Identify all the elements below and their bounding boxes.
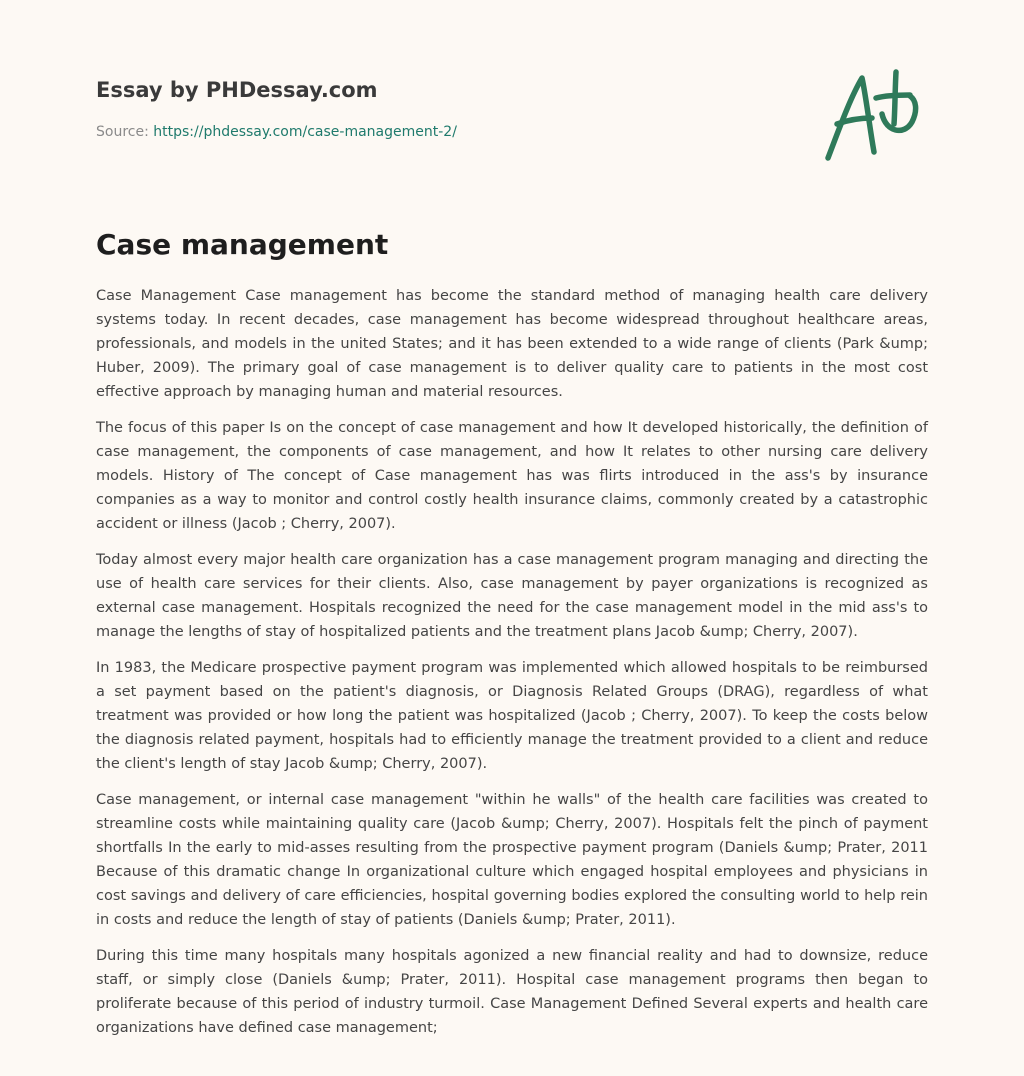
essay-paragraph-4: In 1983, the Medicare prospective payment program was implemented which allowed hospitals to be reimbursed a set payment based on the patient's diagnosis, or Diagnosis Related Groups (DRAG), regardless of what treatment was provided or how long the patient was hospitalized (Jacob ; Cherry, 2007). To keep the costs below the diagnosis related payment, hospitals had to efficiently manage the treatment provided to a client and reduce the client's length of stay Jacob &ump; Cherry, 2007). bbox=[96, 660, 928, 772]
brand-title: Essay by PHDessay.com bbox=[96, 78, 378, 102]
essay-paragraph-6: During this time many hospitals many hospitals agonized a new financial reality and had to downsize, reduce staff, or simply close (Daniels &ump; Prater, 2011). Hospital case management programs then began to proliferate because of this period of industry turmoil. Case Management Defined Several experts and health care organizations have defined case management; bbox=[96, 948, 928, 1036]
essay-body bbox=[96, 284, 928, 1052]
source-label: Source: bbox=[96, 124, 154, 140]
essay-paragraph-1: Case Management Case management has become the standard method of managing health care delivery systems today. In recent decades, case management has become widespread throughout healthcare areas, professionals, and models in the united States; and it has been extended to a wide range of clients (Park &ump; Huber, 2009). The primary goal of case management is to deliver quality care to patients in the most cost effective approach by managing human and material resources. bbox=[96, 288, 928, 400]
essay-paragraph-3: Today almost every major health care organization has a case management program managing and directing the use of health care services for their clients. Also, case management by payer organizations is recognized as external case management. Hospitals recognized the need for the case management model in the mid ass's to manage the lengths of stay of hospitalized patients and the treatment plans Jacob &ump; Cherry, 2007). bbox=[96, 552, 928, 640]
source-link[interactable]: https://phdessay.com/case-management-2/ bbox=[153, 124, 457, 140]
source-line bbox=[96, 122, 457, 142]
essay-title: Case management bbox=[96, 228, 389, 261]
essay-paragraph-5: Case management, or internal case management "within he walls" of the health care facilities was created to streamline costs while maintaining quality care (Jacob &ump; Cherry, 2007). Hospitals felt the pinch of payment shortfalls In the early to mid-asses resulting from the prospective payment program (Daniels &ump; Prater, 2011 Because of this dramatic change In organizational culture which engaged hospital employees and physicians in cost savings and delivery of care efficiencies, hospital governing bodies explored the consulting world to help rein in costs and reduce the length of stay of patients (Daniels &ump; Prater, 2011). bbox=[96, 792, 928, 928]
a-plus-logo-icon bbox=[824, 66, 928, 166]
essay-paragraph-2: The focus of this paper Is on the concept of case management and how It developed historically, the definition of case management, the components of case management, and how It relates to other nursing care delivery models. History of The concept of Case management has was flirts introduced in the ass's by insurance companies as a way to monitor and control costly health insurance claims, commonly created by a catastrophic accident or illness (Jacob ; Cherry, 2007). bbox=[96, 420, 928, 532]
